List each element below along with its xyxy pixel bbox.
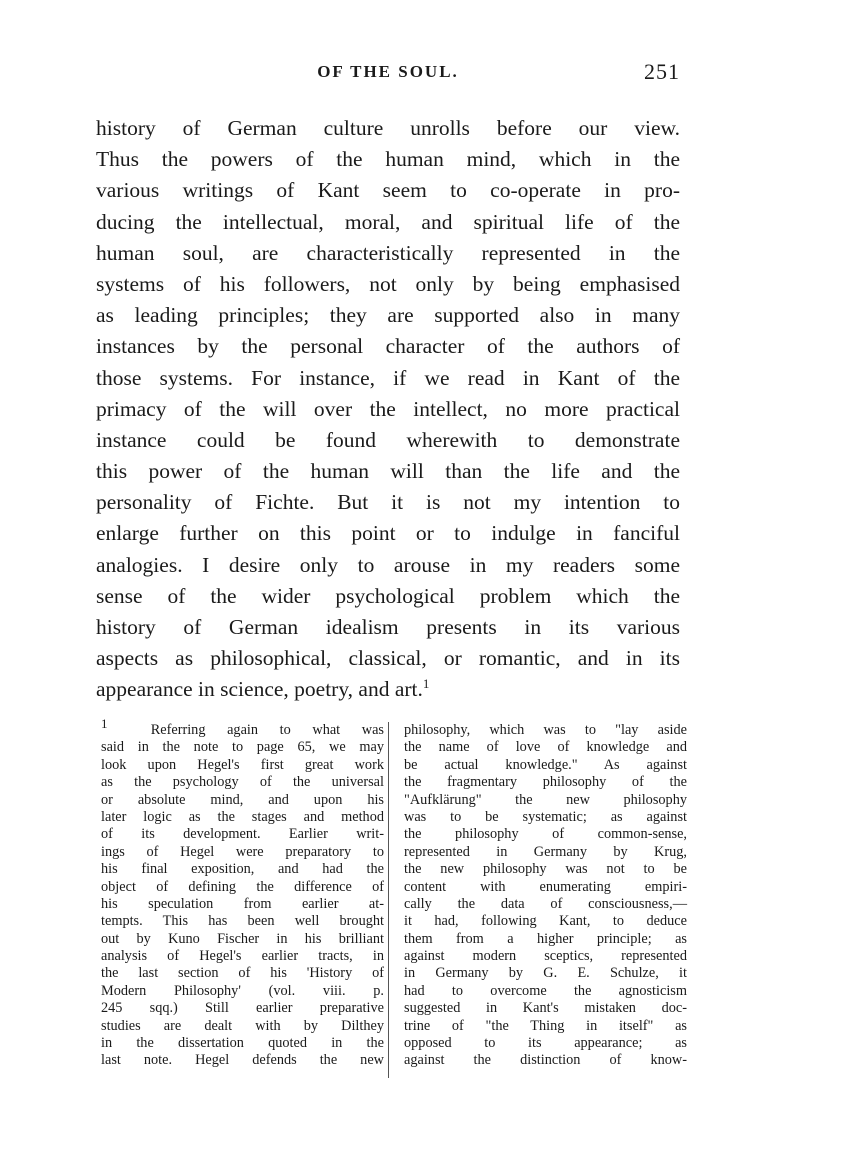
footnote-line: the fragmentary philosophy of the (404, 774, 687, 791)
page-number: 251 (644, 59, 680, 84)
footnote-line: philosophy, which was to "lay aside (404, 722, 687, 738)
footnote-line: the philosophy of common-sense, (404, 826, 687, 843)
text-line: this power of the human will than the life and the (96, 459, 680, 484)
footnote-line: had to overcome the agnosticism (404, 982, 687, 999)
footnote-line: 245 sqq.) Still earlier preparative (101, 1000, 384, 1017)
text-line: systems of his followers, not only by being emphasised (96, 271, 680, 296)
last-line-text: appearance in science, poetry, and art. (96, 677, 423, 702)
footnote-line: cally the data of consciousness,— (404, 895, 687, 912)
text-line: as leading principles; they are supported also in many (96, 303, 680, 328)
footnote-line: the name of love of knowledge and (404, 739, 687, 756)
footnotes (96, 716, 687, 1087)
text-line: history of German idealism presents in its various (96, 615, 680, 639)
footnote-line: them from a higher principle; as (404, 930, 687, 947)
text-line-last (96, 674, 680, 705)
footnote-line: Modern Philosophy' (vol. viii. p. (101, 982, 384, 999)
footnote-line: his final exposition, and had the (101, 861, 384, 878)
footnote-line: tempts. This has been well brought (101, 913, 384, 930)
footnote-line: represented in Germany by Krug, (404, 843, 687, 860)
footnote-line: the new philosophy was not to be (404, 861, 687, 878)
footnote-line: of its development. Earlier writ- (101, 826, 384, 843)
page-header (96, 59, 680, 92)
text-line: analogies. I desire only to arouse in my readers some (96, 552, 680, 577)
text-line: various writings of Kant seem to co-operate in pro- (96, 178, 680, 203)
text-line: primacy of the will over the intellect, no more practical (96, 396, 680, 421)
footnote-line: in the dissertation quoted in the (101, 1035, 384, 1052)
footnote-line: or absolute mind, and upon his (101, 791, 384, 808)
text-line: sense of the wider psychological problem which the (96, 583, 680, 608)
footnote-line: said in the note to page 65, we may (101, 739, 384, 756)
footnote-text: Referring again to what was (150, 722, 384, 738)
footnote-column-left (101, 716, 384, 1070)
text-line: ducing the intellectual, moral, and spiritual life of the (96, 209, 680, 234)
footnote-line: his speculation from earlier at- (101, 895, 384, 912)
text-line: Thus the powers of the human mind, which in the (96, 147, 680, 172)
footnote-line: out by Kuno Fischer in his brilliant (101, 930, 384, 947)
text-line: instances by the personal character of the authors of (96, 334, 680, 359)
running-head: OF THE SOUL. (317, 62, 459, 81)
footnote-line: was to be systematic; as against (404, 808, 687, 825)
footnote-line: later logic as the stages and method (101, 808, 384, 825)
text-line: those systems. For instance, if we read in Kant of the (96, 365, 680, 390)
footnote-reference: 1 (422, 676, 430, 692)
text-line: personality of Fichte. But it is not my intention to (96, 490, 680, 515)
text-line: instance could be found wherewith to demonstrate (96, 427, 680, 452)
footnote-line: opposed to its appearance; as (404, 1035, 687, 1052)
footnote-line: in Germany by G. E. Schulze, it (404, 965, 687, 982)
footnote-line: against modern sceptics, represented (404, 948, 687, 965)
footnote-line: it had, following Kant, to deduce (404, 913, 687, 930)
text-line: human soul, are characteristically represented in the (96, 240, 680, 265)
footnote-marker: 1 (101, 716, 108, 732)
footnote-line: ings of Hegel were preparatory to (101, 843, 384, 860)
column-divider (388, 722, 389, 1078)
footnote-line: last note. Hegel defends the new (101, 1052, 384, 1069)
footnote-line: studies are dealt with by Dilthey (101, 1017, 384, 1034)
text-line: enlarge further on this point or to indulge in fanciful (96, 521, 680, 546)
footnote-line-first (101, 716, 384, 739)
text-line: history of German culture unrolls before our view. (96, 116, 680, 140)
text-line: aspects as philosophical, classical, or romantic, and in its (96, 646, 680, 671)
footnote-line: "Aufklärung" the new philosophy (404, 791, 687, 808)
footnote-line: the last section of his 'History of (101, 965, 384, 982)
footnote-line: object of defining the difference of (101, 878, 384, 895)
main-text (96, 113, 680, 706)
footnote-column-right (404, 722, 687, 1070)
footnote-line: against the distinction of know- (404, 1052, 687, 1069)
footnote-line: content with enumerating empiri- (404, 878, 687, 895)
footnote-line: look upon Hegel's first great work (101, 756, 384, 773)
footnote-line: analysis of Hegel's earlier tracts, in (101, 948, 384, 965)
footnote-line: suggested in Kant's mistaken doc- (404, 1000, 687, 1017)
footnote-line: trine of "the Thing in itself" as (404, 1017, 687, 1034)
footnote-line: be actual knowledge." As against (404, 756, 687, 773)
footnote-line: as the psychology of the universal (101, 774, 384, 791)
